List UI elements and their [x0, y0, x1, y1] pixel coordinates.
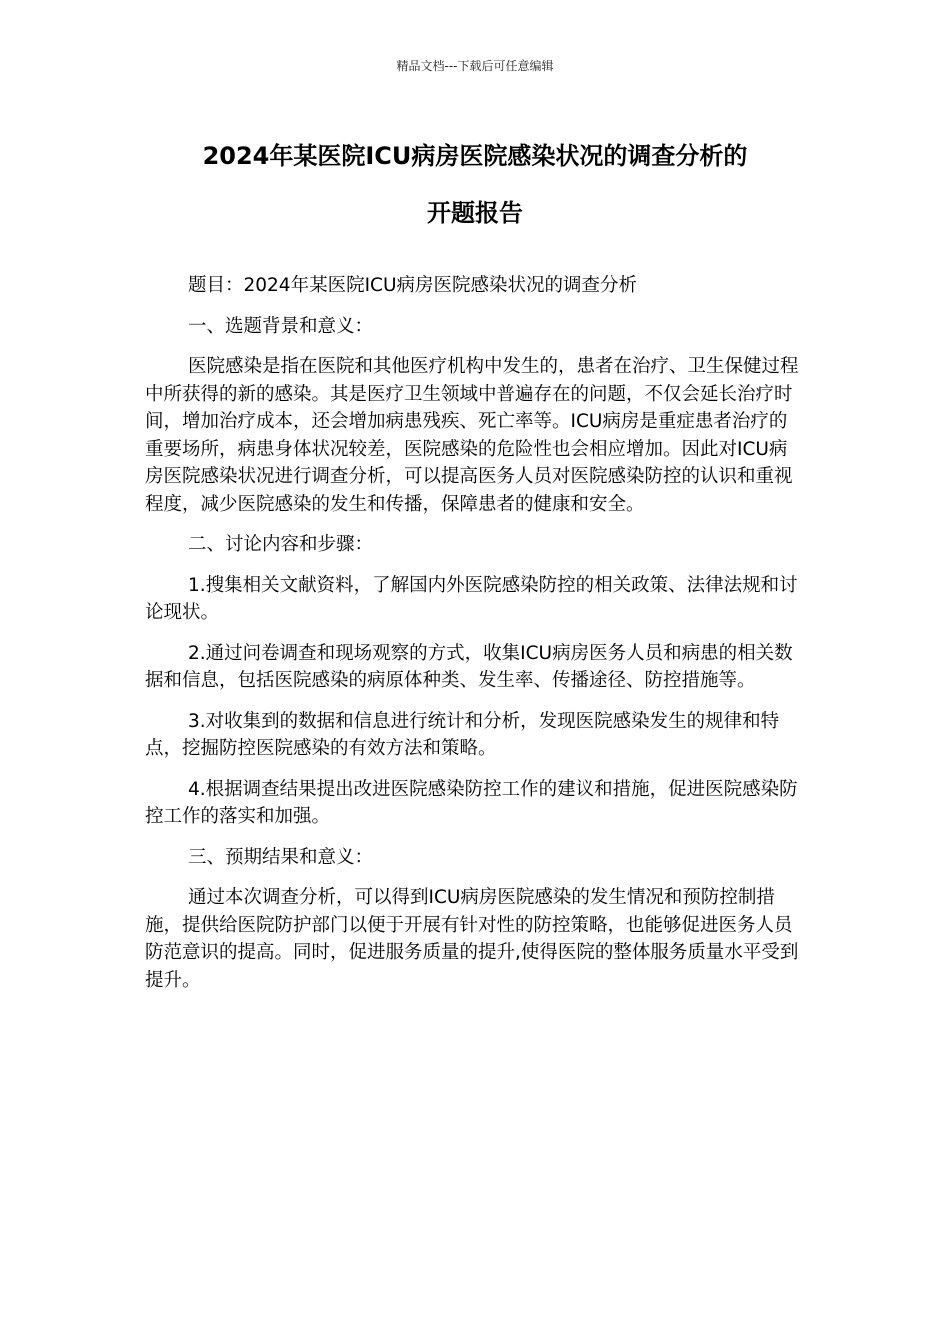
topic-line: 题目：2024年某医院ICU病房医院感染状况的调查分析: [188, 275, 637, 296]
document-title-line-2: 开题报告: [427, 199, 523, 227]
step-item-3: 3.对收集到的数据和信息进行统计和分析，发现医院感染发生的规律和特点，挖掘防控医院感染的有效方法和策略。: [145, 710, 780, 759]
section-heading-expected-results: 三、预期结果和意义：: [188, 846, 374, 868]
document-title-line-1: 2024年某医院ICU病房医院感染状况的调查分析的: [202, 142, 748, 170]
step-item-2: 2.通过问卷调查和现场观察的方式，收集ICU病房医务人员和病患的相关数据和信息，包括医院感染的病原体种类、发生率、传播途径、防控措施等。: [145, 642, 793, 691]
paragraph-expected-results: 通过本次调查分析，可以得到ICU病房医院感染的发生情况和预防控制措施，提供给医院防护部门以便于开展有针对性的防控策略，也能够促进医务人员防范意识的提高。同时，促进服务质量的提升,使得医院的整体服务质量水平受到提升。: [145, 887, 799, 991]
step-item-1: 1.搜集相关文献资料，了解国内外医院感染防控的相关政策、法律法规和讨论现状。: [145, 574, 798, 623]
section-heading-background: 一、选题背景和意义：: [188, 315, 374, 337]
paragraph-background: 医院感染是指在医院和其他医疗机构中发生的，患者在治疗、卫生保健过程中所获得的新的感染。其是医疗卫生领域中普遍存在的问题，不仅会延长治疗时间，增加治疗成本，还会增加病患残疾、死亡率等。ICU病房是重症患者治疗的重要场所，病患身体状况较差，医院感染的危险性也会相应增加。因此对ICU病房医院感染状况进行调查分析，可以提高医务人员对医院感染防控的认识和重视程度，减少医院感染的发生和传播，保障患者的健康和安全。: [145, 356, 799, 515]
step-item-4: 4.根据调查结果提出改进医院感染防控工作的建议和措施，促进医院感染防控工作的落实和加强。: [145, 778, 798, 827]
header-note: 精品文档---下载后可任意编辑: [396, 59, 554, 73]
document-body: [145, 272, 805, 1007]
section-heading-content-steps: 二、讨论内容和步骤：: [188, 534, 374, 555]
